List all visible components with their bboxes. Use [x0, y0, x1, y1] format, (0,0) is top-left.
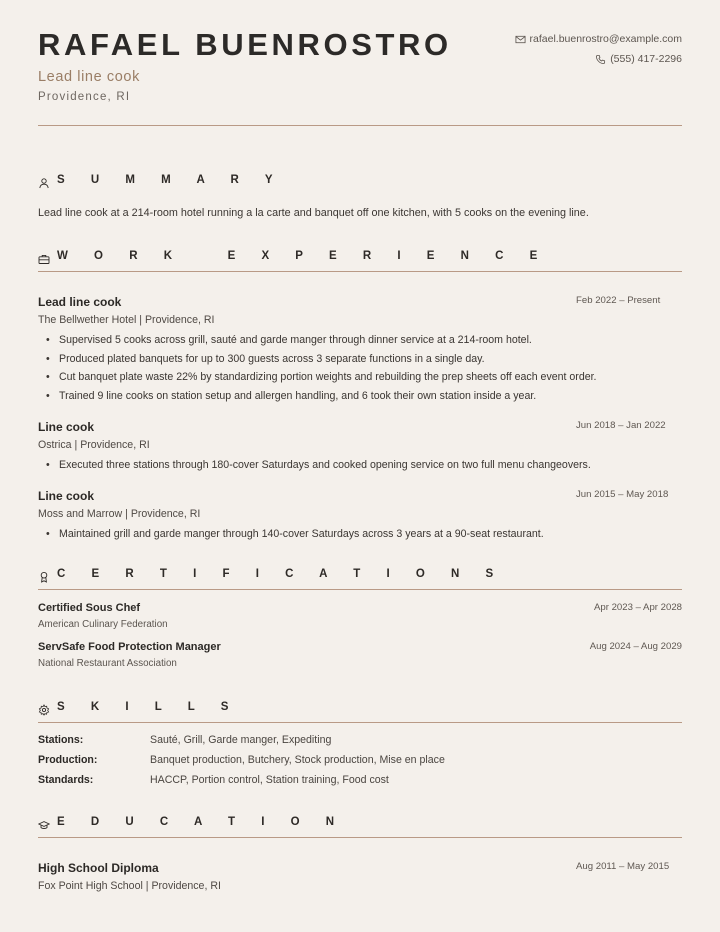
work-divider [38, 271, 682, 272]
job-bullets [46, 334, 597, 408]
job-bullet: • Executed three stations through 180-cover Saturdays and cooked opening service on two full menu changeovers. [46, 459, 591, 478]
education-dates: Aug 2011 – May 2015 [576, 861, 670, 872]
cert-name: Certified Sous Chef [38, 602, 141, 614]
mail-icon [515, 34, 526, 45]
graduation-cap-icon [38, 819, 50, 831]
gear-icon [38, 704, 50, 716]
skills-divider [38, 722, 682, 723]
cert-name: ServSafe Food Protection Manager [38, 641, 221, 653]
skill-label: Standards: [38, 774, 94, 786]
cert-dates: Aug 2024 – Aug 2029 [589, 641, 682, 652]
work-heading [38, 247, 549, 265]
cert-dates: Apr 2023 – Apr 2028 [593, 602, 682, 613]
job-dates: Jun 2015 – May 2018 [576, 489, 669, 500]
job-dates: Feb 2022 – Present [576, 295, 661, 306]
job-bullet: • Supervised 5 cooks across grill, sauté and garde manger through dinner service at a 214-room hotel. [46, 334, 597, 353]
skill-value: HACCP, Portion control, Station training, Food cost [150, 774, 389, 786]
candidate-title: Lead line cook [38, 69, 140, 85]
job-bullet: • Cut banquet plate waste 22% by standardizing portion weights and rebuilding the prep sheets off each event order. [46, 371, 597, 390]
skill-value: Sauté, Grill, Garde manger, Expediting [150, 734, 332, 746]
section-title: S K I L L S [57, 701, 240, 713]
candidate-name: RAFAEL BUENROSTRO [38, 27, 452, 62]
skill-value: Banquet production, Butchery, Stock production, Mise en place [150, 754, 445, 766]
section-title: C E R T I F I C A T I O N S [57, 568, 505, 580]
job-bullet: • Maintained grill and garde manger through 140-cover Saturdays across 3 years at a 90-seat restaurant. [46, 528, 544, 547]
education-heading [38, 813, 346, 831]
phone-text[interactable]: (555) 417-2296 [610, 53, 682, 65]
email-text[interactable]: rafael.buenrostro@example.com [529, 33, 682, 45]
header-divider [38, 125, 682, 126]
section-title: W O R K E X P E R I E N C E [57, 250, 549, 262]
job-bullet: • Trained 9 line cooks on station setup and allergen handling, and 6 took their own station inside a year. [46, 390, 597, 409]
job-title: Line cook [38, 489, 95, 503]
cert-issuer: American Culinary Federation [38, 619, 168, 630]
degree-title: High School Diploma [38, 861, 159, 875]
skill-label: Stations: [38, 734, 84, 746]
job-employer: Moss and Marrow | Providence, RI [38, 508, 201, 520]
job-employer: Ostrica | Providence, RI [38, 439, 150, 451]
award-icon [38, 571, 50, 583]
section-title: E D U C A T I O N [57, 816, 346, 828]
school-name: Fox Point High School | Providence, RI [38, 880, 221, 892]
summary-text: Lead line cook at a 214-room hotel running a la carte and banquet off one kitchen, with 5 cooks on the evening line. [38, 207, 589, 219]
section-title: S U M M A R Y [57, 174, 285, 186]
job-bullet: • Produced plated banquets for up to 300 guests across 3 separate functions in a single day. [46, 353, 597, 372]
phone-icon [595, 54, 606, 65]
certifications-heading [38, 565, 505, 583]
job-bullets [46, 528, 544, 547]
job-title: Lead line cook [38, 295, 122, 309]
user-icon [38, 177, 50, 189]
skill-label: Production: [38, 754, 98, 766]
summary-heading [38, 171, 284, 189]
certifications-divider [38, 589, 682, 590]
phone-contact[interactable] [595, 53, 682, 65]
job-dates: Jun 2018 – Jan 2022 [576, 420, 666, 431]
candidate-location: Providence, RI [38, 91, 131, 103]
briefcase-icon [38, 253, 50, 265]
job-title: Line cook [38, 420, 95, 434]
email-contact[interactable] [515, 33, 682, 45]
skills-heading [38, 698, 240, 716]
education-divider [38, 837, 682, 838]
job-employer: The Bellwether Hotel | Providence, RI [38, 314, 215, 326]
job-bullets [46, 459, 591, 478]
cert-issuer: National Restaurant Association [38, 658, 177, 669]
